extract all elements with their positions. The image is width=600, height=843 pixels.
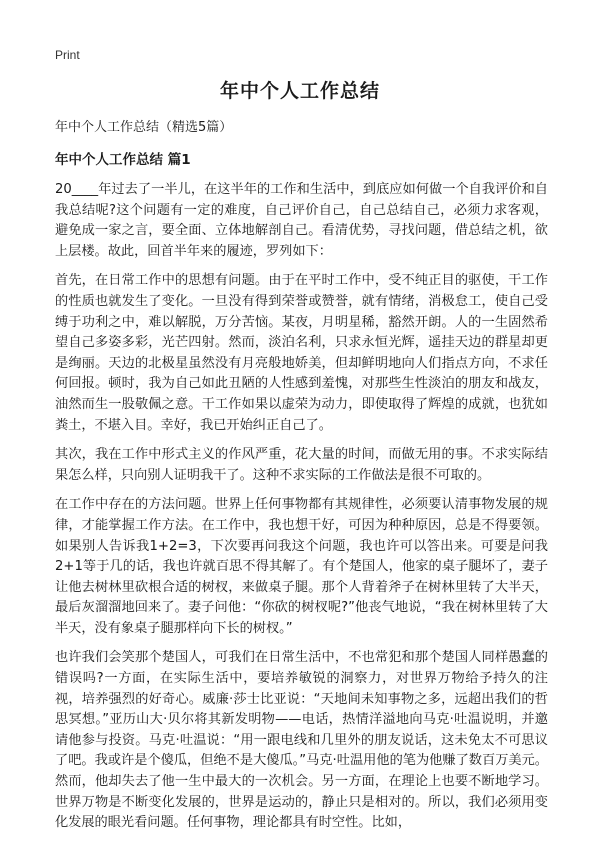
paragraph-4: 在工作中存在的方法问题。世界上任何事物都有其规律性，必须要认清事物发展的规律，才能掌握工作方法。在工作中，我也想干好，可因为种种原因，总是不得要领。如果别人告诉我1+2=3，下次要再问我这个问题，我也许可以答出来。可要是问我2+1等于几的话，我也许就百思不得其解了。有个楚国人，他家的桌子腿坏了，妻子让他去树林里砍根合适的树杈，来做桌子腿。那个人背着斧子在树林里转了大半天，最后灰溜溜地回来了。妻子问他：“你砍的树杈呢?”他丧气地说，“我在树林里转了大半天，没有象桌子腿那样向下长的树杈。” [55, 497, 548, 636]
paragraph-2: 首先，在日常工作中的思想有问题。由于在平时工作中，受不纯正目的驱使，干工作的性质也就发生了变化。一旦没有得到荣誉或赞誉，就有情绪，消极怠工，使自己受缚于功利之中，难以解脱，万分苦恼。某夜，月明星稀，豁然开朗。人的一生固然希望自己多姿多彩，光芒四射。然而，淡泊名利，只求永恒光辉，遥挂天边的群星却更是绚丽。天边的北极星虽然没有月亮般地娇美，但却鲜明地向人们指点方向，不求任何回报。顿时，我为自己如此丑陋的人性感到羞愧，对那些生性淡泊的朋友和战友，油然而生一股敬佩之意。干工作如果以虚荣为动力，即使取得了辉煌的成就，也犹如粪土，不堪入目。幸好，我已开始纠正自己了。 [55, 273, 548, 433]
paragraph-5: 也许我们会笑那个楚国人，可我们在日常生活中，不也常犯和那个楚国人同样愚蠢的错误吗?一方面，在实际生活中，要培养敏锐的洞察力，对世界万物给予持久的注视，培养强烈的好奇心。威廉·莎士比亚说：“天地间未知事物之多，远超出我们的哲思冥想。”亚历山大·贝尔将其新发明物——电话，热情洋溢地向马克·吐温说明，并邀请他参与投资。马克·吐温说：“用一跟电线和几里外的朋友说话，这未免太不可思议了吧。我或许是个傻瓜，但绝不是大傻瓜。”马克·吐温用他的笔为他赚了数百万美元。然而，他却失去了他一生中最大的一次机会。另一方面，在理论上也要不断地学习。世界万物是不断变化发展的，世界是运动的，静止只是相对的。所以，我们必须用变化发展的眼光看问题。任何事物，理论都具有时空性。比如， [55, 650, 548, 831]
paragraph-3: 其次，我在工作中形式主义的作风严重，花大量的时间，而做无用的事。不求实际结果怎么样，只向别人证明我干了。这种不求实际的工作做法是很不可取的。 [55, 447, 548, 483]
document-subtitle: 年中个人工作总结（精选5篇） [55, 120, 233, 135]
section-heading: 年中个人工作总结 篇1 [55, 152, 191, 168]
paragraph-1: 20____年过去了一半儿，在这半年的工作和生活中，到底应如何做一个自我评价和自我总结呢?这个问题有一定的难度，自己评价自己，自己总结自己，必须力求客观，避免成一家之言，要全面、立体地解剖自己。看清优势，寻找问题，借总结之机，欲上层楼。故此，回首半年来的履迹，罗列如下： [55, 182, 548, 259]
page-title: 年中个人工作总结 [219, 80, 380, 102]
article-body [55, 180, 548, 843]
print-link[interactable]: Print [55, 48, 80, 62]
